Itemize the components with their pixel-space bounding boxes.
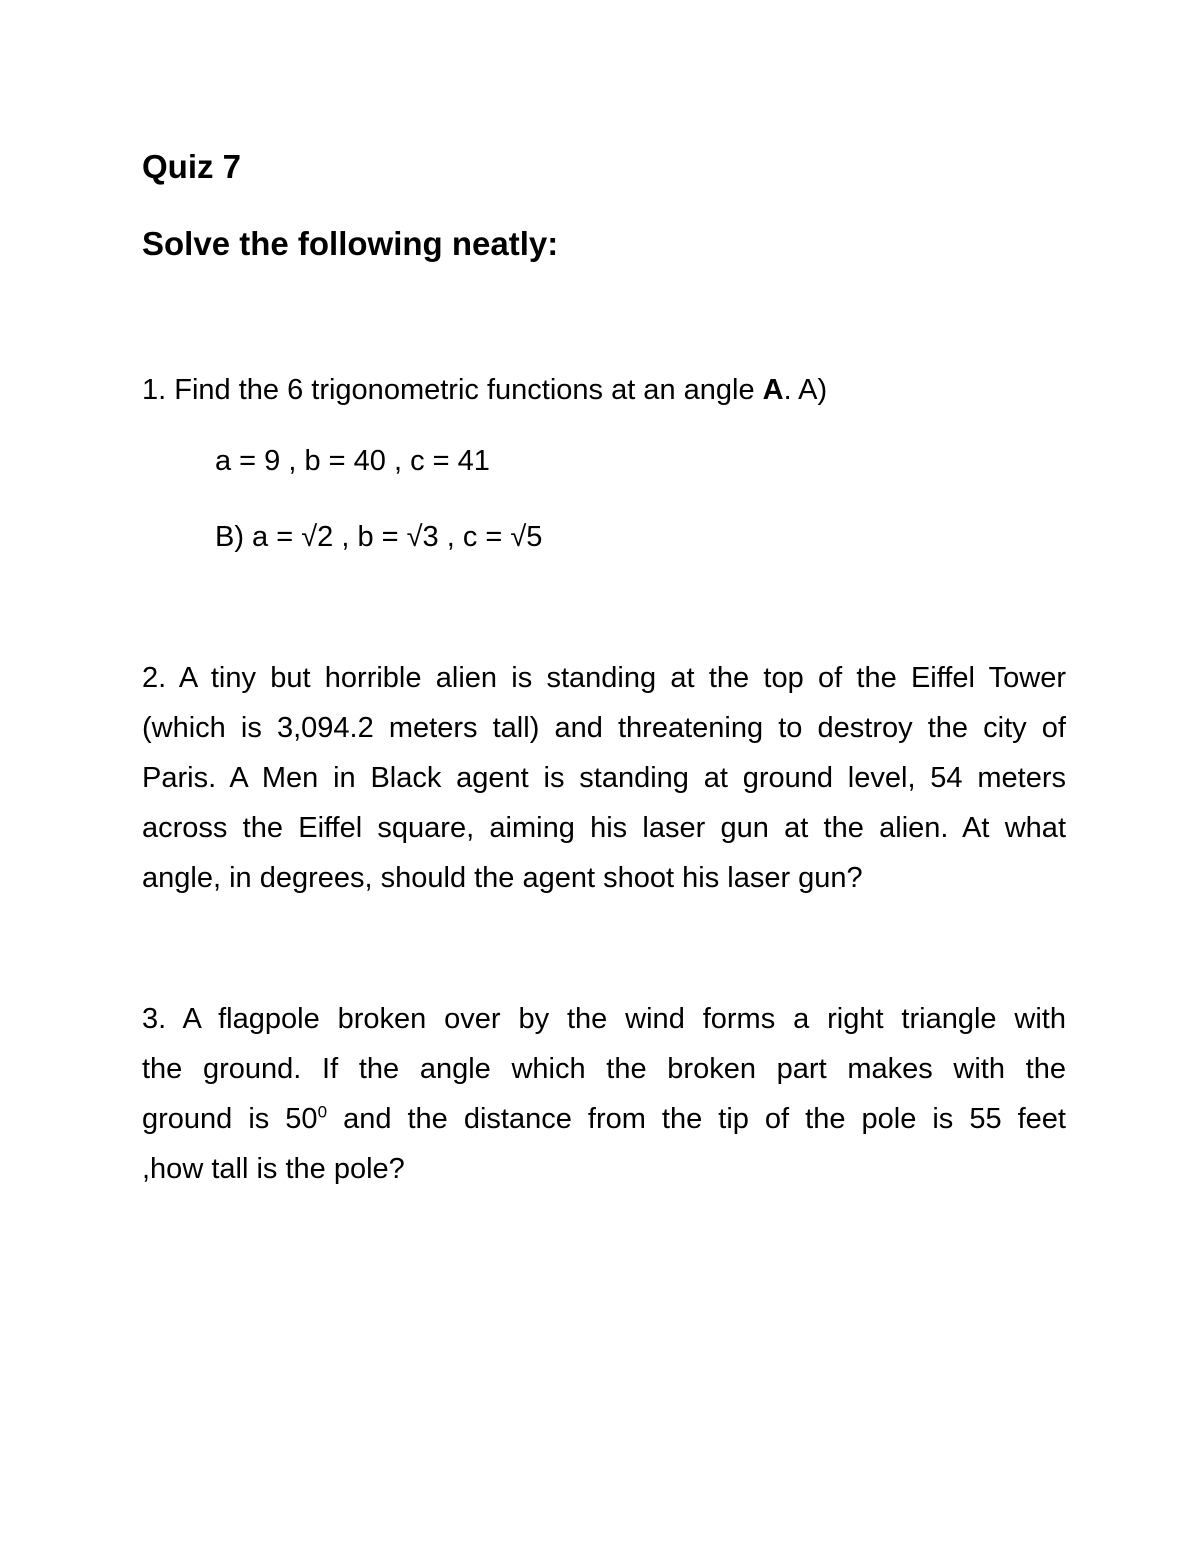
question-2-line: Paris. A Men in Black agent is standing at ground level, 54 meters bbox=[142, 762, 1066, 794]
question-2-line: (which is 3,094.2 meters tall) and threatening to destroy the city of bbox=[142, 712, 1066, 744]
question-3-angle-text: ground is 50 bbox=[142, 1103, 318, 1135]
question-1 bbox=[142, 370, 827, 410]
question-2 bbox=[142, 658, 1066, 908]
question-1-angle: A bbox=[762, 374, 784, 406]
question-2-line: angle, in degrees, should the agent shoot his laser gun? bbox=[142, 862, 863, 894]
question-3 bbox=[142, 999, 1066, 1199]
question-1-prefix: 1. Find the 6 trigonometric functions at an angle bbox=[142, 374, 763, 406]
instruction-text: Solve the following neatly: bbox=[142, 225, 559, 262]
question-2-line: across the Eiffel square, aiming his laser gun at the alien. At what bbox=[142, 812, 1066, 844]
question-3-line: ,how tall is the pole? bbox=[142, 1153, 405, 1185]
question-3-line bbox=[142, 1099, 1066, 1149]
degree-superscript: 0 bbox=[317, 1102, 328, 1122]
question-2-line: 2. A tiny but horrible alien is standing at the top of the Eiffel Tower bbox=[142, 662, 1066, 694]
question-1-part-b: B) a = √2 , b = √3 , c = √5 bbox=[215, 521, 543, 553]
question-3-distance-text: and the distance from the tip of the pole is 55 feet bbox=[327, 1103, 1066, 1135]
question-3-line: 3. A flagpole broken over by the wind forms a right triangle with bbox=[142, 1003, 1066, 1035]
quiz-title: Quiz 7 bbox=[142, 148, 242, 185]
question-1-part-a: a = 9 , b = 40 , c = 41 bbox=[215, 445, 490, 477]
question-3-line: the ground. If the angle which the broken part makes with the bbox=[142, 1053, 1066, 1085]
question-1-suffix: . A) bbox=[783, 374, 828, 406]
